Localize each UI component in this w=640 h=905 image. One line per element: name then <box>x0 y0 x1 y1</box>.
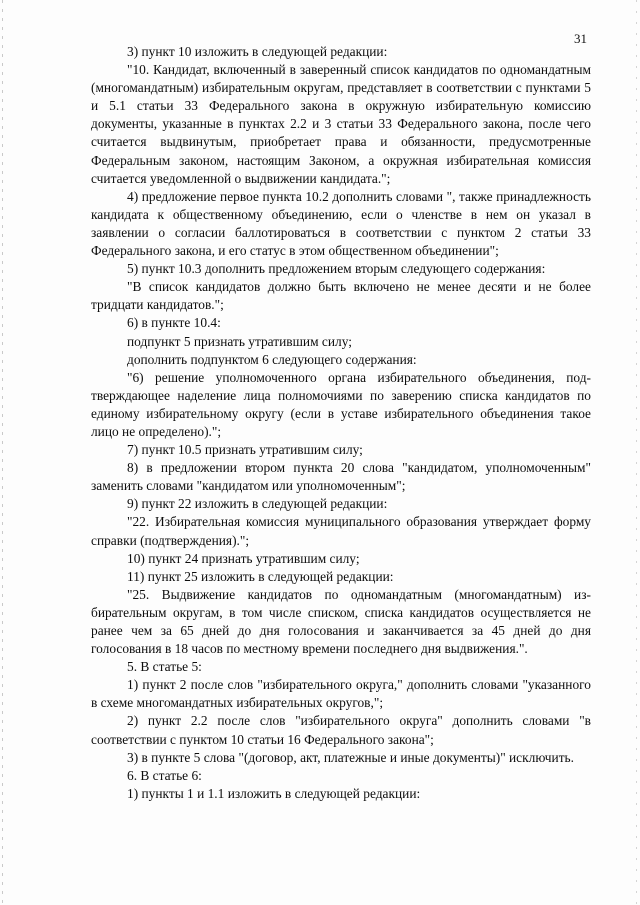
paragraph: "22. Избирательная комиссия муниципального образования утверждает форму справки (подтверждения)."; <box>91 514 591 548</box>
paragraph: 1) пункты 1 и 1.1 изложить в следующей редакции: <box>127 785 421 801</box>
paragraph: "10. Кандидат, включенный в заверенный список кандидатов по одномандатным (многомандатным) избирательным округам, представляет в соответствии с пунктами 5 и 5.1 статьи 33 Федерального закона в окружную избирательную комиссию документы, указанные в пунктах 2.2 и 3 статьи 33 Федерального закона, после чего считается выдвинутым, приобретает права и обязанности, предусмотренные Федеральным законом, настоящим Законом, а окружная избирательная комиссия считается уведомленной о выдвижении кандидата."; <box>91 62 591 186</box>
paragraph: "25. Выдвижение кандидатов по одномандатным (многомандатным) избирательным округам, в том числе списком, списка кандидатов осуществляется не ранее чем за 65 дней до дня голосования и заканчивается за 45 дней до дня голосования в 18 часов по местному времени последнего дня выдвижения.". <box>91 586 591 657</box>
paragraph: 11) пункт 25 изложить в следующей редакции: <box>127 568 394 584</box>
paragraph: 6) в пункте 10.4: <box>127 315 221 331</box>
paragraph: 6. В статье 6: <box>127 767 202 783</box>
paragraph: 5. В статье 5: <box>127 659 202 675</box>
paragraph: "В список кандидатов должно быть включено не менее десяти и не более тридцати кандидатов."; <box>91 279 591 313</box>
paragraph: "6) решение уполномоченного органа избирательного объединения, подтверждающее наделение лица полномочиями по заверению списка кандидатов по единому избирательному округу (если в уставе избирательного объединения такое лицо не определено)."; <box>91 369 591 439</box>
paragraph: 3) пункт 10 изложить в следующей редакции: <box>127 44 388 59</box>
paragraph: дополнить подпунктом 6 следующего содержания: <box>127 351 417 367</box>
paragraph: 2) пункт 2.2 после слов "избирательного округа" дополнить словами "в соответствии с пунктом 10 статьи 16 Федерального закона"; <box>91 713 591 747</box>
paragraph: 4) предложение первое пункта 10.2 дополнить словами ", также принадлежность кандидата к общественному объединению, если о членстве в нем он указал в заявлении о согласии баллотироваться в соответствии с пунктом 2 статьи 33 Федерального закона, и его статус в этом общественном объединении"; <box>91 188 591 259</box>
paragraph: 9) пункт 22 изложить в следующей редакции: <box>127 496 388 512</box>
paragraph: 8) в предложении втором пункта 20 слова "кандидатом, уполномоченным" заменить словами "кандидатом или уполномоченным"; <box>91 460 591 494</box>
paragraph: 10) пункт 24 признать утратившим силу; <box>127 550 360 566</box>
scan-edge-left <box>2 0 3 905</box>
paragraph: 7) пункт 10.5 признать утратившим силу; <box>127 442 363 458</box>
paragraph: 5) пункт 10.3 дополнить предложением вторым следующего содержания: <box>127 261 546 277</box>
paragraph: 3) в пункте 5 слова "(договор, акт, платежные и иные документы)" исключить. <box>127 749 575 765</box>
paragraph: 1) пункт 2 после слов "избирательного округа," дополнить словами "указанного в схеме многомандатных избирательных округов,"; <box>91 677 591 711</box>
page-number: 31 <box>574 31 587 46</box>
scan-edge-right <box>636 0 637 905</box>
document-body <box>91 43 591 803</box>
paragraph: подпункт 5 признать утратившим силу; <box>127 333 352 349</box>
